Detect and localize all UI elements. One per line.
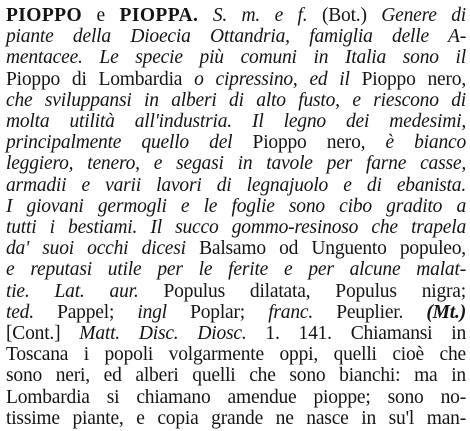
italic-text-run: Matt. Disc. Diosc. [79,323,266,344]
entry-text-line [6,407,466,431]
italic-text-run: piante della Dioecia Ottandria, famiglia delle A- [6,26,466,48]
italic-text-run: e reputasi utile per le ferite e per alcune malat- [6,259,466,281]
headword: PIOPPA. [119,5,199,26]
text-run: Lombardia si chiamano amendue pioppe; sono no- [6,386,466,408]
text-run: 1. 141. Chiamansi in [265,323,466,344]
text-run: Populus dilatata, Populus nigra; [163,280,466,302]
italic-text-run: ingl [137,301,191,323]
italic-text-run: tie. [6,280,55,302]
text-run: Poplar; [190,301,269,323]
text-run: Toscana i popoli volgarmente oppi, quelli cioè che [6,344,466,366]
italic-text-run: franc. [268,301,337,323]
italic-text-run: armadii e varii lavori di legnajuolo e di ebanista. [6,174,466,196]
italic-text-run: tutti i bestiami. Il succo gommo-resinoso che trapela [6,217,466,238]
italic-text-run: che sviluppansi in alberi di alto fusto, e riescono di [6,89,466,111]
headword: PIOPPO [6,5,83,26]
italic-text-run: Genere di [381,5,467,26]
italic-text-run: da' suoi occhi dicesi [6,238,200,260]
italic-text-run: S. m. e f. [198,5,322,26]
italic-text-run: (Mt.) [426,301,466,323]
text-run: Pioppo nero, [361,68,467,90]
text-run: Pioppo nero [252,132,361,154]
text-run: Pappel; [57,301,138,323]
italic-text-run: ted. [6,301,58,323]
text-run: e [82,5,120,26]
italic-text-run: principalmente quello del [6,132,253,154]
text-run: Pioppo di Lombardia [6,68,195,90]
italic-text-run: Lat. aur. [54,280,164,302]
italic-text-run: I giovani germogli e le foglie sono cibo gradito a [6,195,466,217]
italic-text-run: mentacee. Le specie più comuni in Italia sono il [6,47,466,69]
text-run: Peuplier. [336,301,427,323]
italic-text-run: molta utilità all'industria. Il legno dei medesimi, [6,111,466,132]
italic-text-run: leggiero, tenero, e segasi in tavole per farne casse, [6,153,466,175]
text-run: [Cont.] [6,323,80,344]
dictionary-entry [6,4,466,428]
text-run: tissime piante, e copia grande ne nasce in su'l man- [6,407,466,429]
text-run: Balsamo od Unguento populeo, [199,238,466,260]
text-run: (Bot.) [321,5,382,26]
italic-text-run: , è bianco [360,132,466,154]
italic-text-run: o cipressino, ed il [194,68,362,90]
text-run: sono neri, ed alberi quelli che sono bianchi: ma in [6,365,466,387]
